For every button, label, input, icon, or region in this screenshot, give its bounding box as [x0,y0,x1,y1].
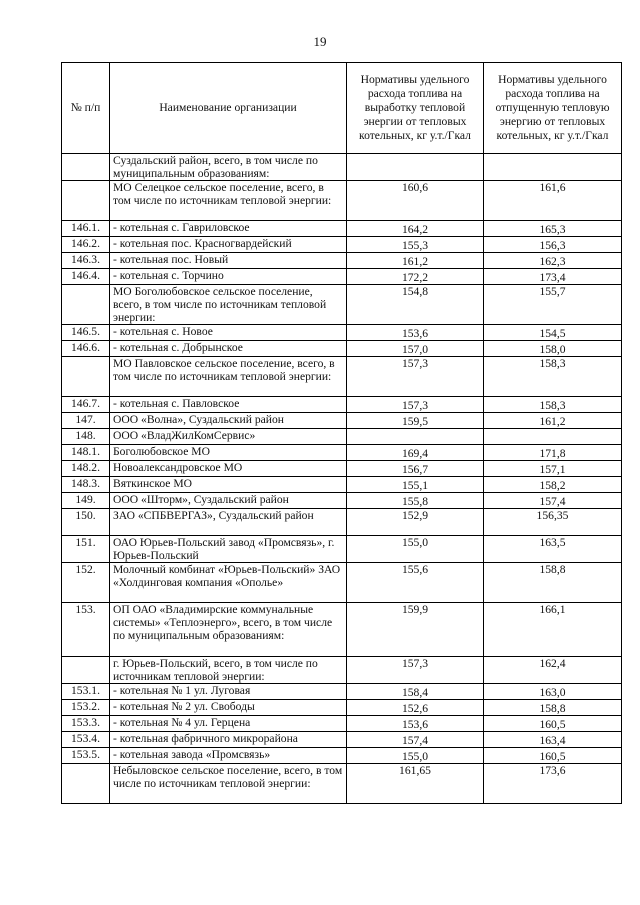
norm-supplied-value: 161,2 [484,413,622,429]
norm-supplied-value: 161,6 [484,181,622,221]
header-num: № п/п [62,63,110,154]
row-number [62,181,110,221]
row-number: 146.6. [62,341,110,357]
norm-supplied-value: 163,0 [484,684,622,700]
norm-supplied-value: 166,1 [484,603,622,657]
table-row [62,341,622,357]
organization-name: - котельная с. Гавриловское [110,221,347,237]
table-row [62,603,622,657]
norm-production-value: 157,0 [347,341,484,357]
norm-production-value: 158,4 [347,684,484,700]
norm-production-value: 161,2 [347,253,484,269]
row-number: 146.2. [62,237,110,253]
organization-name: - котельная № 4 ул. Герцена [110,716,347,732]
norm-production-value: 160,6 [347,181,484,221]
norms-table [61,62,622,804]
row-number: 153.2. [62,700,110,716]
organization-name: ОАО Юрьев-Польский завод «Промсвязь», г. Юрьев-Польский [110,536,347,563]
norm-production-value: 155,0 [347,748,484,764]
norm-supplied-value: 158,2 [484,477,622,493]
table-row [62,325,622,341]
norm-production-value: 164,2 [347,221,484,237]
header-name: Наименование организации [110,63,347,154]
table-body [62,154,622,804]
row-number: 146.5. [62,325,110,341]
table-row [62,429,622,445]
row-number: 153.3. [62,716,110,732]
row-number: 146.1. [62,221,110,237]
organization-name: Суздальский район, всего, в том числе по муниципальным образованиям: [110,154,347,181]
norm-supplied-value: 163,4 [484,732,622,748]
norm-supplied-value: 173,4 [484,269,622,285]
header-fuel-supplied: Нормативы удельного расхода топлива на отпущенную тепловую энергию от тепловых котельных, кг у.т./Гкал [484,63,622,154]
norm-production-value: 156,7 [347,461,484,477]
table-row [62,493,622,509]
table-row [62,461,622,477]
norm-supplied-value: 158,3 [484,357,622,397]
row-number: 149. [62,493,110,509]
organization-name: - котельная № 1 ул. Луговая [110,684,347,700]
organization-name: - котельная с. Добрынское [110,341,347,357]
table-row [62,154,622,181]
organization-name: Небыловское сельское поселение, всего, в том числе по источникам тепловой энергии: [110,764,347,804]
norm-supplied-value: 157,4 [484,493,622,509]
norm-supplied-value: 162,3 [484,253,622,269]
table-row [62,536,622,563]
norm-production-value: 172,2 [347,269,484,285]
row-number [62,285,110,325]
row-number: 148.1. [62,445,110,461]
norm-supplied-value: 158,0 [484,341,622,357]
norm-production-value: 155,6 [347,563,484,603]
norm-supplied-value: 158,3 [484,397,622,413]
norm-production-value [347,154,484,181]
row-number: 153.1. [62,684,110,700]
organization-name: ООО «Волна», Суздальский район [110,413,347,429]
norm-production-value: 154,8 [347,285,484,325]
organization-name: Новоалександровское МО [110,461,347,477]
table-row [62,269,622,285]
table-row [62,657,622,684]
organization-name: - котельная № 2 ул. Свободы [110,700,347,716]
norm-supplied-value: 155,7 [484,285,622,325]
norm-production-value: 157,3 [347,657,484,684]
organization-name: ООО «ВладЖилКомСервис» [110,429,347,445]
norm-supplied-value [484,429,622,445]
organization-name: МО Селецкое сельское поселение, всего, в том числе по источникам тепловой энергии: [110,181,347,221]
norm-production-value: 157,3 [347,357,484,397]
organization-name: - котельная с. Павловское [110,397,347,413]
organization-name: МО Боголюбовское сельское поселение, всего, в том числе по источникам тепловой энергии: [110,285,347,325]
norm-production-value: 152,6 [347,700,484,716]
norm-production-value: 169,4 [347,445,484,461]
norm-production-value: 161,65 [347,764,484,804]
norm-supplied-value: 160,5 [484,716,622,732]
norm-supplied-value: 158,8 [484,563,622,603]
norm-production-value: 152,9 [347,509,484,536]
header-fuel-production: Нормативы удельного расхода топлива на выработку тепловой энергии от тепловых котельных, кг у.т./Гкал [347,63,484,154]
norm-supplied-value: 163,5 [484,536,622,563]
table-row [62,732,622,748]
table-row [62,748,622,764]
organization-name: МО Павловское сельское поселение, всего, в том числе по источникам тепловой энергии: [110,357,347,397]
table-row [62,563,622,603]
page-number: 19 [313,34,327,49]
row-number [62,357,110,397]
organization-name: - котельная пос. Красногвардейский [110,237,347,253]
norm-supplied-value: 160,5 [484,748,622,764]
table-row [62,237,622,253]
table-row [62,477,622,493]
row-number: 153.5. [62,748,110,764]
table-row [62,413,622,429]
organization-name: ООО «Шторм», Суздальский район [110,493,347,509]
organization-name: Боголюбовское МО [110,445,347,461]
row-number [62,764,110,804]
organization-name: Молочный комбинат «Юрьев-Польский» ЗАО «Холдинговая компания «Ополье» [110,563,347,603]
row-number: 146.3. [62,253,110,269]
table-row [62,221,622,237]
organization-name: - котельная пос. Новый [110,253,347,269]
norm-supplied-value [484,154,622,181]
organization-name: - котельная с. Новое [110,325,347,341]
row-number: 153. [62,603,110,657]
table-row [62,700,622,716]
table-header-row [62,63,622,154]
row-number: 151. [62,536,110,563]
table-row [62,716,622,732]
row-number [62,154,110,181]
organization-name: Вяткинское МО [110,477,347,493]
table-row [62,253,622,269]
norm-supplied-value: 173,6 [484,764,622,804]
row-number: 150. [62,509,110,536]
row-number: 148.2. [62,461,110,477]
organization-name: ЗАО «СПБВЕРГАЗ», Суздальский район [110,509,347,536]
norm-supplied-value: 156,35 [484,509,622,536]
table-row [62,181,622,221]
row-number: 152. [62,563,110,603]
row-number [62,657,110,684]
organization-name: - котельная фабричного микрорайона [110,732,347,748]
norm-supplied-value: 165,3 [484,221,622,237]
norm-production-value: 153,6 [347,716,484,732]
norm-supplied-value: 162,4 [484,657,622,684]
norm-production-value: 157,4 [347,732,484,748]
table-row [62,445,622,461]
table-row [62,357,622,397]
norm-production-value: 159,5 [347,413,484,429]
table-row [62,684,622,700]
row-number: 147. [62,413,110,429]
row-number: 146.7. [62,397,110,413]
row-number: 146.4. [62,269,110,285]
norm-supplied-value: 156,3 [484,237,622,253]
norm-production-value: 155,1 [347,477,484,493]
norm-production-value [347,429,484,445]
organization-name: - котельная с. Торчино [110,269,347,285]
table-row [62,764,622,804]
table-row [62,285,622,325]
table-row [62,397,622,413]
norm-production-value: 157,3 [347,397,484,413]
norm-supplied-value: 157,1 [484,461,622,477]
norm-production-value: 159,9 [347,603,484,657]
norm-production-value: 155,3 [347,237,484,253]
row-number: 148. [62,429,110,445]
norm-supplied-value: 154,5 [484,325,622,341]
row-number: 153.4. [62,732,110,748]
norm-production-value: 155,8 [347,493,484,509]
organization-name: - котельная завода «Промсвязь» [110,748,347,764]
norm-production-value: 153,6 [347,325,484,341]
norm-production-value: 155,0 [347,536,484,563]
norm-supplied-value: 171,8 [484,445,622,461]
organization-name: ОП ОАО «Владимирские коммунальные системы» «Теплоэнерго», всего, в том числе по муниципальным образованиям: [110,603,347,657]
row-number: 148.3. [62,477,110,493]
norm-supplied-value: 158,8 [484,700,622,716]
organization-name: г. Юрьев-Польский, всего, в том числе по источникам тепловой энергии: [110,657,347,684]
table-row [62,509,622,536]
